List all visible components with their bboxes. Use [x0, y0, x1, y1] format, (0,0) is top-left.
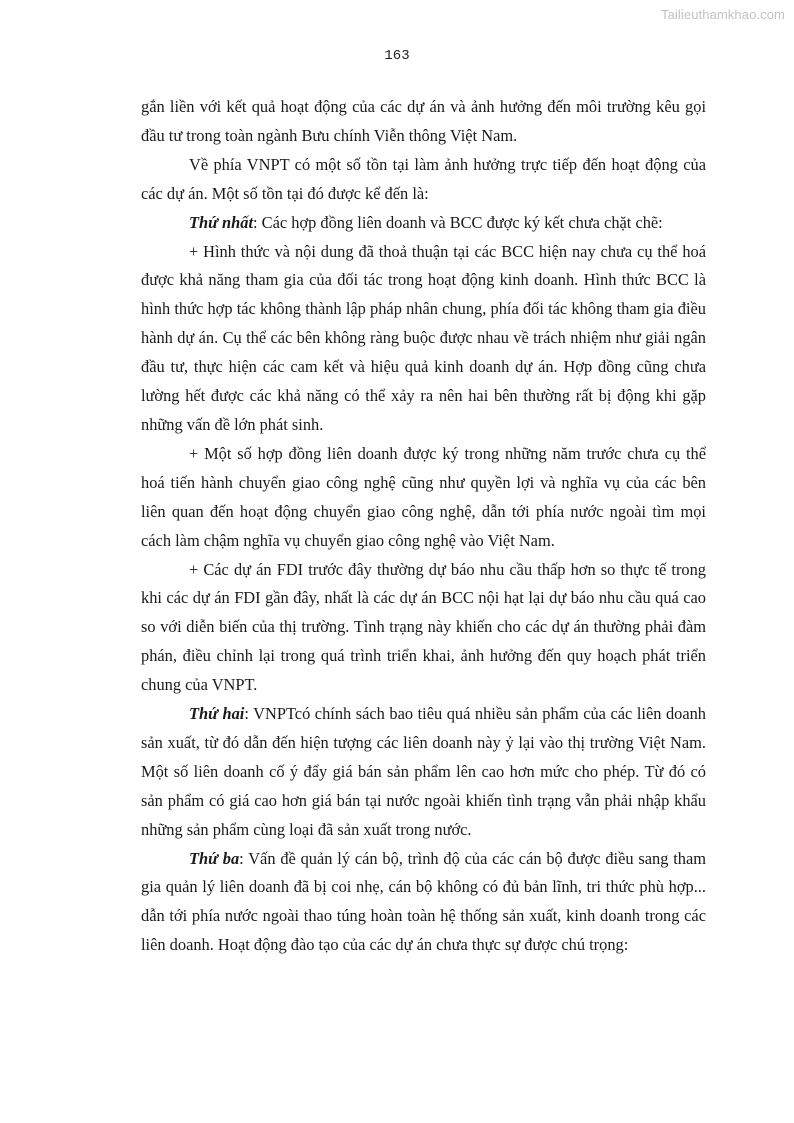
paragraph-text: Về phía VNPT có một số tồn tại làm ảnh hưởng trực tiếp đến hoạt động của các dự án. Một số tồn tại đó được kể đến là:	[141, 154, 706, 203]
paragraph-text: gắn liền với kết quả hoạt động của các dự án và ảnh hưởng đến môi trường kêu gọi đầu tư trong toàn ngành Bưu chính Viễn thông Việt Nam.	[141, 97, 706, 145]
document-body	[141, 93, 706, 960]
paragraph-lead: Thứ ba	[189, 848, 240, 868]
paragraph-lead: Thứ nhất	[189, 212, 254, 232]
paragraph-technology-transfer	[141, 440, 706, 556]
paragraph-text: : Vấn đề quản lý cán bộ, trình độ của các cán bộ được điều sang tham gia quản lý liên doanh đã bị coi nhẹ, cán bộ không có đủ bản lĩnh, tri thức phù hợp... dẫn tới phía nước ngoài thao túng hoàn toàn hệ thống sản xuất, kinh doanh trong các liên doanh. Hoạt động đào tạo của các dự án chưa thực sự được chú trọng:	[141, 848, 707, 955]
paragraph-text: + Một số hợp đồng liên doanh được ký trong những năm trước chưa cụ thể hoá tiến hành chuyển giao công nghệ cũng như quyền lợi và nghĩa vụ của các bên liên quan đến hoạt động chuyển giao công nghệ, dẫn tới phía nước ngoài tìm mọi cách làm chậm nghĩa vụ chuyển giao công nghệ vào Việt Nam.	[141, 443, 706, 550]
paragraph-text: : Các hợp đồng liên doanh và BCC được ký kết chưa chặt chẽ:	[253, 212, 663, 232]
paragraph-third-issue	[141, 845, 706, 961]
paragraph-bcc-form	[141, 238, 706, 440]
paragraph-text: + Các dự án FDI trước đây thường dự báo nhu cầu thấp hơn so thực tế trong khi các dự án FDI gần đây, nhất là các dự án BCC nội hạt lại dự báo nhu cầu quá cao so với diễn biến của thị trường. Tình trạng này khiến cho các dự án thường phải đàm phán, điều chỉnh lại trong quá trình triển khai, ảnh hưởng đến quy hoạch phát triển chung của VNPT.	[141, 559, 706, 695]
paragraph-fdi-forecast	[141, 556, 706, 701]
paragraph-second-issue	[141, 700, 706, 845]
paragraph-text: : VNPTcó chính sách bao tiêu quá nhiều sản phẩm của các liên doanh sản xuất, từ đó dẫn đến hiện tượng các liên doanh này ỷ lại vào thị trường Việt Nam. Một số liên doanh cố ý đẩy giá bán sản phẩm lên cao hơn mức cho phép. Từ đó có sản phẩm có giá cao hơn giá bán tại nước ngoài khiến tình trạng vẫn phải nhập khẩu những sản phẩm cùng loại đã sản xuất trong nước.	[141, 704, 707, 839]
paragraph-text: + Hình thức và nội dung đã thoả thuận tại các BCC hiện nay chưa cụ thể hoá được khả năng tham gia của đối tác trong hoạt động kinh doanh. Hình thức BCC là hình thức hợp tác không thành lập pháp nhân chung, phía đối tác không tham gia điều hành dự án. Cụ thể các bên không ràng buộc được nhau về trách nhiệm như giải ngân đầu tư, thực hiện các cam kết và hiệu quả kinh doanh dự án. Hợp đồng cũng chưa lường hết được các khả năng có thể xảy ra nên hai bên thường rất bị động khi gặp những vấn đề lớn phát sinh.	[141, 241, 706, 434]
paragraph-first-issue	[141, 209, 706, 238]
paragraph-lead: Thứ hai	[189, 704, 245, 724]
watermark-text: Tailieuthamkhao.com	[660, 7, 785, 22]
page-number: 163	[384, 48, 410, 64]
paragraph-vnpt-intro	[141, 151, 706, 209]
paragraph-continuation	[141, 93, 706, 151]
